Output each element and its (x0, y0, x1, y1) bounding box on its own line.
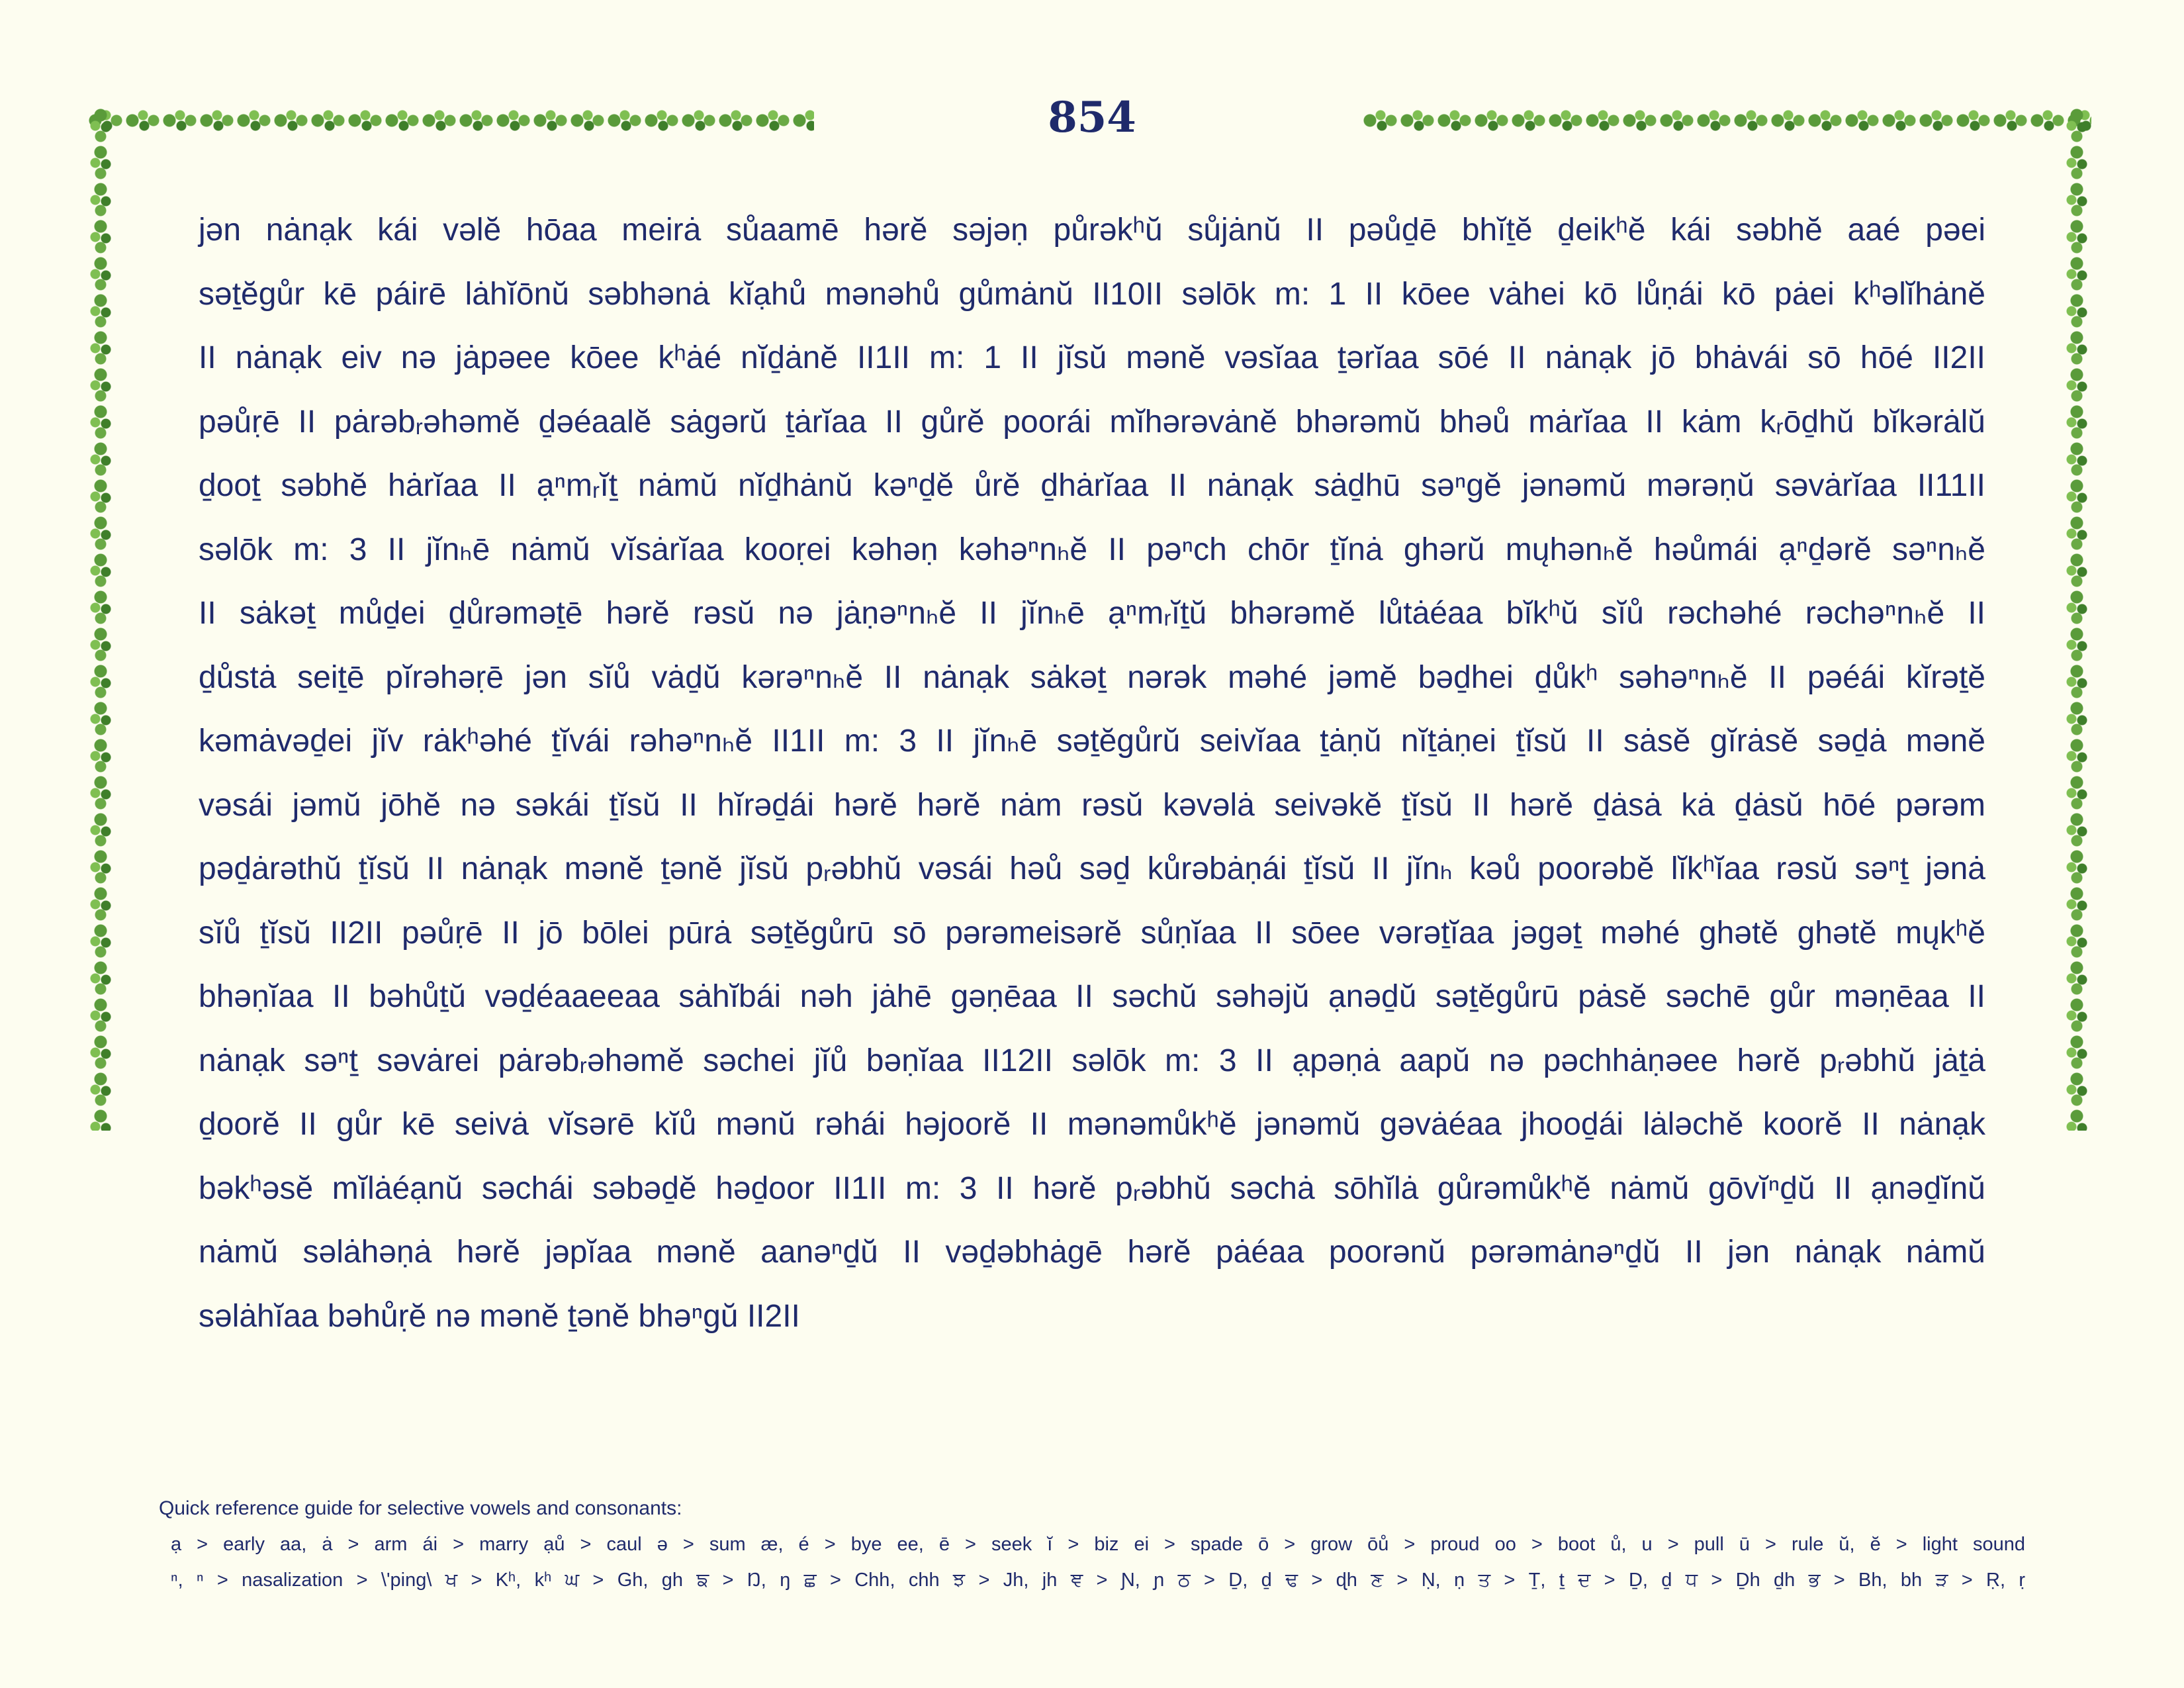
text-line: səṯĕgůr kē páirē lȧhĭōnŭ səbhənȧ kĭạhů mənəhů gůmȧnŭ II10II səlōk m: 1 II kōee vȧhei kō lůṇái kō pȧei kʰəlĭhȧnĕ (199, 276, 1985, 312)
text-line: nȧmŭ səlȧhəṇȧ hərĕ jəpĭaa mənĕ aanəⁿḏŭ II vəḏəbhȧgē hərĕ pȧéaa poorənŭ pərəmȧnəⁿḏŭ II jən nȧnạk nȧmŭ (199, 1235, 1985, 1270)
vine-border-right (2062, 106, 2091, 1131)
text-line: ḏoorĕ II gůr kē seivȧ vĭsərē kĭů mənŭ rəhái həjoorĕ II mənəmůkʰĕ jənəmŭ gəvȧéaa jhooḏái lȧləchĕ koorĕ II nȧnạk (199, 1107, 1985, 1142)
text-line: ḏooṯ səbhĕ hȧrĭaa II ạⁿmᵣĭṯ nȧmŭ nĭḏhȧnŭ kəⁿḏĕ ůrĕ ḏhȧrĭaa II nȧnạk sȧḏhū səⁿgĕ jənəmŭ mərəṇŭ səvȧrĭaa II11II (199, 468, 1985, 503)
page-number: 854 (1048, 93, 1136, 142)
text-line-last: səlȧhĭaa bəhůṛĕ nə mənĕ ṯənĕ bhəⁿgŭ II2II (199, 1298, 800, 1334)
transliteration-text (199, 199, 1985, 1348)
reference-guide (159, 1497, 2025, 1598)
text-line: ḏůstȧ seiṯē pĭrəhəṛē jən sĭů vȧḏŭ kərəⁿnₕĕ II nȧnạk sȧkəṯ nərək məhé jəmĕ bəḏhei ḏůkʰ səhəⁿnₕĕ II pəéái kĭrəṯĕ (199, 659, 1985, 695)
text-line: bhəṇĭaa II bəhůṯŭ vəḏéaaeeaa sȧhĭbái nəh jȧhē gəṇēaa II səchŭ səhəjŭ ạnəḏŭ səṯĕgůrū pȧsĕ səchē gůr məṇēaa II (199, 979, 1985, 1014)
text-line: nȧnạk səⁿṯ səvȧrei pȧrəbᵣəhəmĕ səchei jĭů bəṇĭaa II12II səlōk m: 3 II ạpəṇȧ aapŭ nə pəchhȧṇəee hərĕ pᵣəbhŭ jȧṯȧ (199, 1043, 1985, 1078)
text-line: jən nȧnạk kái vəlĕ hōaa meirȧ sůaamē hərĕ səjəṇ půrəkʰŭ sůjȧnŭ II pəůḏē bhĭṯĕ ḏeikʰĕ kái səbhĕ aaé pəei (199, 212, 1985, 248)
guide-vowels-row: ạ > early aa, ȧ > arm ái > marry ạů > caul ə > sum æ, é > bye ee, ē > seek ĭ > biz ei > spade ō > grow ōů > proud oo > boot ů, u > pull ū > rule ŭ, ĕ > light sound (171, 1534, 2025, 1555)
text-line: pəḏȧrəthŭ ṯĭsŭ II nȧnạk mənĕ ṯənĕ jĭsŭ pᵣəbhŭ vəsái həů səḏ kůrəbȧṇái ṯĭsŭ II jĭnₕ kəů poorəbĕ lĭkʰĭaa rəsŭ səⁿṯ jənȧ (199, 851, 1985, 886)
text-line: sĭů ṯĭsŭ II2II pəůṛē II jō bōlei pūrȧ səṯĕgůrū sō pərəmeisərĕ sůṇĭaa II sōee vərəṯĭaa jəgəṯ məhé ghətĕ ghətĕ mųkʰĕ (199, 915, 1985, 951)
guide-title: Quick reference guide for selective vowels and consonants: (159, 1497, 682, 1519)
guide-consonants-row: ⁿ, ⁿ > nasalization > \'ping\ ਖ > Kʰ, kʰ ਘ > Gh, gh ਙ > Ŋ, ŋ ਛ > Chh, chh ਝ > Jh, jh ਞ > Ɲ, ɲ ਠ > Ḏ, ḏ ਢ > ɖh ਣ > Ṇ, ṇ ਤ > Ṯ, ṯ ਦ > Ḏ, ḏ ਧ > Ḏh ḏh ਭ > Bh, bh ੜ > Ṛ, ṛ (171, 1570, 2025, 1591)
text-line: kəmȧvəḏei jĭv rȧkʰəhé ṯĭvái rəhəⁿnₕĕ II1II m: 3 II jĭnₕē səṯĕgůrŭ seivĭaa ṯȧṇŭ nĭṯȧṇei ṯĭsŭ II sȧsĕ gĭrȧsĕ səḏȧ mənĕ (199, 724, 1985, 759)
text-line: vəsái jəmŭ jōhĕ nə səkái ṯĭsŭ II hĭrəḏái hərĕ hərĕ nȧm rəsŭ kəvəlȧ seivəkĕ ṯĭsŭ II hərĕ ḏȧsȧ kȧ ḏȧsŭ hōé pərəm (199, 787, 1985, 823)
text-line: pəůṛē II pȧrəbᵣəhəmĕ ḏəéaalĕ sȧgərŭ ṯȧrĭaa II gůrĕ poorái mĭhərəvȧnĕ bhərəmŭ bhəů mȧrĭaa II kȧm kᵣōḏhŭ bĭkərȧlŭ (199, 404, 1985, 440)
text-line: II sȧkəṯ můḏei ḏůrəməṯē hərĕ rəsŭ nə jȧṇəⁿnₕĕ II jĭnₕē ạⁿmᵣĭṯŭ bhərəmĕ lůtȧéaa bĭkʰŭ sĭů rəchəhé rəchəⁿnₕĕ II (199, 596, 1985, 631)
text-line: bəkʰəsĕ mĭlȧéạnŭ səchái səbəḏĕ həḏoor II1II m: 3 II hərĕ pᵣəbhŭ səchȧ sōhĭlȧ gůrəmůkʰĕ nȧmŭ gōvĭⁿḏŭ II ạnəḏĭnŭ (199, 1170, 1985, 1206)
text-line: II nȧnạk eiv nə jȧpəee kōee kʰȧé nĭḏȧnĕ II1II m: 1 II jĭsŭ mənĕ vəsĭaa ṯərĭaa sōé II nȧnạk jō bhȧvái sō hōé II2II (199, 340, 1985, 375)
vine-border-left (86, 106, 115, 1131)
text-line: səlōk m: 3 II jĭnₕē nȧmŭ vĭsȧrĭaa kooṛei kəhəṇ kəhəⁿnₕĕ II pəⁿch chōr ṯĭnȧ ghərŭ mųhənₕĕ həůmái ạⁿḏərĕ səⁿnₕĕ (199, 532, 1985, 567)
